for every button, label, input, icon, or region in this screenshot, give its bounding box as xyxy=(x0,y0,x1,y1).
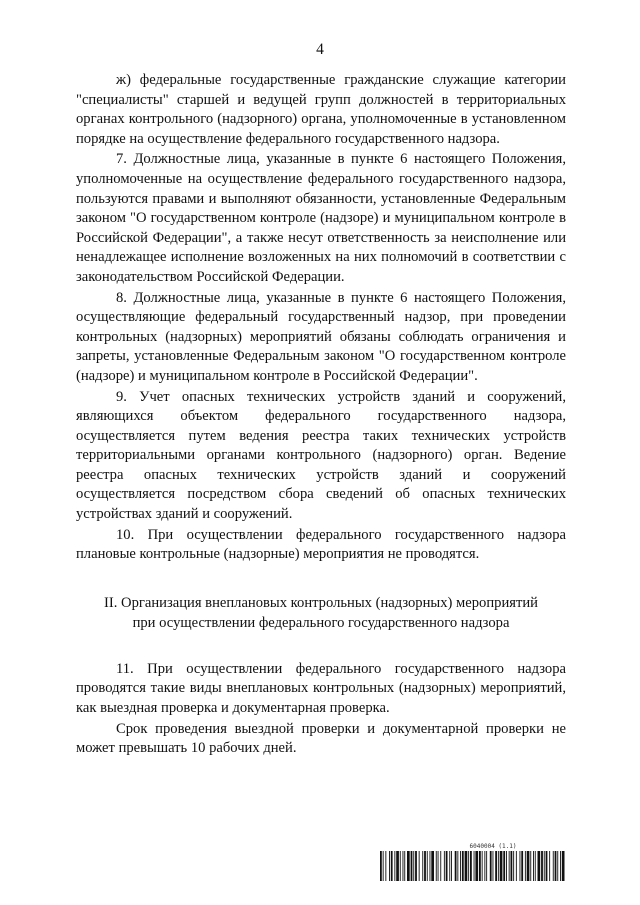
barcode-caption: 6040004 (1.1) xyxy=(469,843,517,850)
section-title-line-1: II. Организация внеплановых контрольных (надзорных) мероприятий xyxy=(104,594,538,611)
document-body xyxy=(76,71,566,760)
barcode-block xyxy=(380,842,566,881)
section-title-line-2: при осуществлении федерального государственного надзора xyxy=(132,614,510,631)
page-number: 4 xyxy=(316,41,324,58)
paragraph-9: 9. Учет опасных технических устройств зданий и сооружений, являющихся объектом федерального государственного надзора, осуществляется путем ведения реестра таких технических устройств территориальными органами контрольного (надзорного) орган. Ведение реестра опасных технических устройств зданий и сооружений осуществляется посредством сбора сведений об опасных технических устройствах зданий и сооружений. xyxy=(76,388,566,523)
paragraph-8: 8. Должностные лица, указанные в пункте 6 настоящего Положения, осуществляющие федеральный государственный надзор, при проведении контрольных (надзорных) мероприятий обязаны соблюдать ограничения и запреты, установленные Федеральным законом "О государственном контроле (надзоре) и муниципальном контроле в Российской Федерации". xyxy=(76,289,566,384)
paragraph-11: 11. При осуществлении федерального государственного надзора проводятся такие виды внеплановых контрольных (надзорных) мероприятий, как выездная проверка и документарная проверка. xyxy=(76,660,566,717)
paragraph-term: Срок проведения выездной проверки и документарной проверки не может превышать 10 рабочих дней. xyxy=(76,720,566,757)
paragraph-10: 10. При осуществлении федерального государственного надзора плановые контрольные (надзорные) мероприятия не проводятся. xyxy=(76,526,566,563)
paragraph-zh: ж) федеральные государственные гражданские служащие категории "специалисты" старшей и ведущей групп должностей в территориальных органах контрольного (надзорного) органа, уполномоченные в установленном порядке на осуществление федерального государственного надзора. xyxy=(76,72,566,147)
section-title xyxy=(76,593,566,633)
paragraph-7: 7. Должностные лица, указанные в пункте 6 настоящего Положения, уполномоченные на осуществление федерального государственного надзора, пользуются правами и выполняют обязанности, установленные Федеральным законом "О государственном контроле (надзоре) и муниципальном контроле в Российской Федерации", а также несут ответственность за неисполнение или ненадлежащее исполнение возложенных на них полномочий в соответствии с законодательством Российской Федерации. xyxy=(76,151,566,285)
barcode-icon xyxy=(380,851,566,881)
